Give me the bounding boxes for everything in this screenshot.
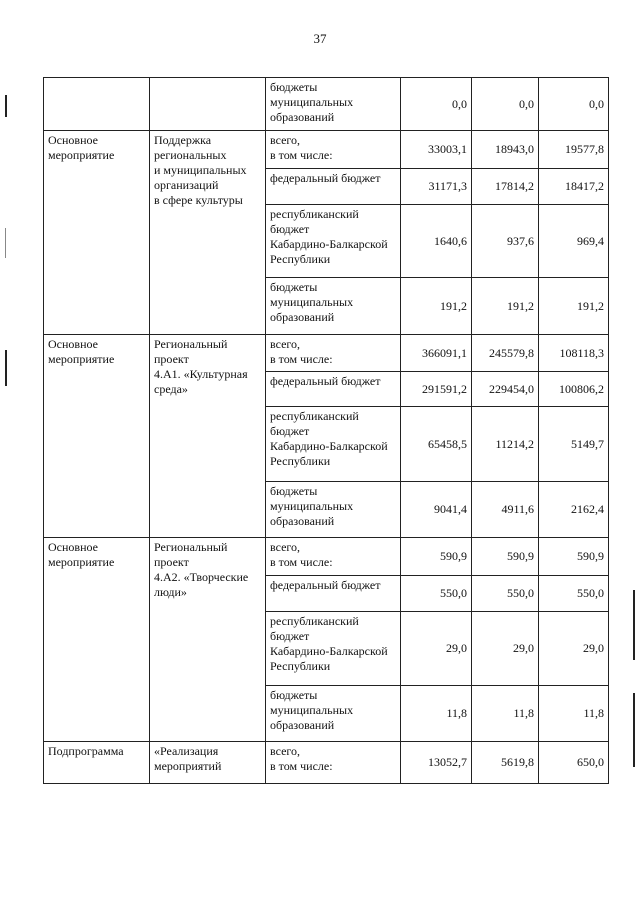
value-cell: 11,8 <box>539 686 609 742</box>
value-cell: 0,0 <box>539 78 609 131</box>
value-cell: 191,2 <box>401 278 472 335</box>
source-cell: всего, в том числе: <box>266 335 401 372</box>
value-cell: 550,0 <box>401 576 472 612</box>
page-number: 37 <box>313 31 327 46</box>
value-cell: 590,9 <box>472 538 539 576</box>
value-cell: 11,8 <box>472 686 539 742</box>
value-cell: 108118,3 <box>539 335 609 372</box>
value-cell: 2162,4 <box>539 482 609 538</box>
value-cell: 13052,7 <box>401 742 472 784</box>
source-cell: федеральный бюджет <box>266 576 401 612</box>
category-cell: Основное мероприятие <box>44 335 150 538</box>
category-cell: Основное мероприятие <box>44 538 150 742</box>
source-cell: бюджеты муниципальных образований <box>266 278 401 335</box>
value-cell: 11,8 <box>401 686 472 742</box>
value-cell: 9041,4 <box>401 482 472 538</box>
value-cell: 11214,2 <box>472 407 539 482</box>
table-row <box>44 742 609 784</box>
description-cell <box>150 78 266 131</box>
value-cell: 18417,2 <box>539 169 609 205</box>
value-cell: 100806,2 <box>539 372 609 407</box>
margin-mark <box>633 590 635 660</box>
source-cell: бюджеты муниципальных образований <box>266 482 401 538</box>
value-cell: 245579,8 <box>472 335 539 372</box>
category-cell <box>44 78 150 131</box>
value-cell: 969,4 <box>539 205 609 278</box>
source-cell: всего, в том числе: <box>266 131 401 169</box>
value-cell: 19577,8 <box>539 131 609 169</box>
margin-mark <box>633 693 635 767</box>
source-cell: республиканский бюджет Кабардино-Балкарской Республики <box>266 205 401 278</box>
table-row <box>44 335 609 372</box>
description-cell: «Реализация мероприятий <box>150 742 266 784</box>
description-cell: Региональный проект 4.А1. «Культурная среда» <box>150 335 266 538</box>
source-cell: всего, в том числе: <box>266 742 401 784</box>
source-cell: бюджеты муниципальных образований <box>266 686 401 742</box>
source-cell: всего, в том числе: <box>266 538 401 576</box>
value-cell: 191,2 <box>472 278 539 335</box>
table-row <box>44 78 609 131</box>
value-cell: 1640,6 <box>401 205 472 278</box>
category-cell: Подпрограмма <box>44 742 150 784</box>
source-cell: республиканский бюджет Кабардино-Балкарской Республики <box>266 612 401 686</box>
value-cell: 18943,0 <box>472 131 539 169</box>
value-cell: 590,9 <box>401 538 472 576</box>
value-cell: 291591,2 <box>401 372 472 407</box>
source-cell: республиканский бюджет Кабардино-Балкарской Республики <box>266 407 401 482</box>
description-cell: Поддержка региональных и муниципальных организаций в сфере культуры <box>150 131 266 335</box>
value-cell: 550,0 <box>539 576 609 612</box>
value-cell: 65458,5 <box>401 407 472 482</box>
value-cell: 29,0 <box>539 612 609 686</box>
value-cell: 590,9 <box>539 538 609 576</box>
value-cell: 191,2 <box>539 278 609 335</box>
source-cell: бюджеты муниципальных образований <box>266 78 401 131</box>
value-cell: 937,6 <box>472 205 539 278</box>
value-cell: 5619,8 <box>472 742 539 784</box>
table-row <box>44 538 609 576</box>
value-cell: 0,0 <box>472 78 539 131</box>
table-row <box>44 131 609 169</box>
value-cell: 0,0 <box>401 78 472 131</box>
source-cell: федеральный бюджет <box>266 372 401 407</box>
value-cell: 4911,6 <box>472 482 539 538</box>
category-cell: Основное мероприятие <box>44 131 150 335</box>
description-cell: Региональный проект 4.А2. «Творческие люди» <box>150 538 266 742</box>
value-cell: 366091,1 <box>401 335 472 372</box>
margin-mark <box>5 350 7 386</box>
budget-table <box>43 77 609 784</box>
value-cell: 5149,7 <box>539 407 609 482</box>
source-cell: федеральный бюджет <box>266 169 401 205</box>
margin-mark <box>5 228 6 258</box>
value-cell: 550,0 <box>472 576 539 612</box>
value-cell: 31171,3 <box>401 169 472 205</box>
value-cell: 29,0 <box>401 612 472 686</box>
margin-mark <box>5 95 7 117</box>
value-cell: 29,0 <box>472 612 539 686</box>
value-cell: 229454,0 <box>472 372 539 407</box>
value-cell: 33003,1 <box>401 131 472 169</box>
value-cell: 650,0 <box>539 742 609 784</box>
value-cell: 17814,2 <box>472 169 539 205</box>
